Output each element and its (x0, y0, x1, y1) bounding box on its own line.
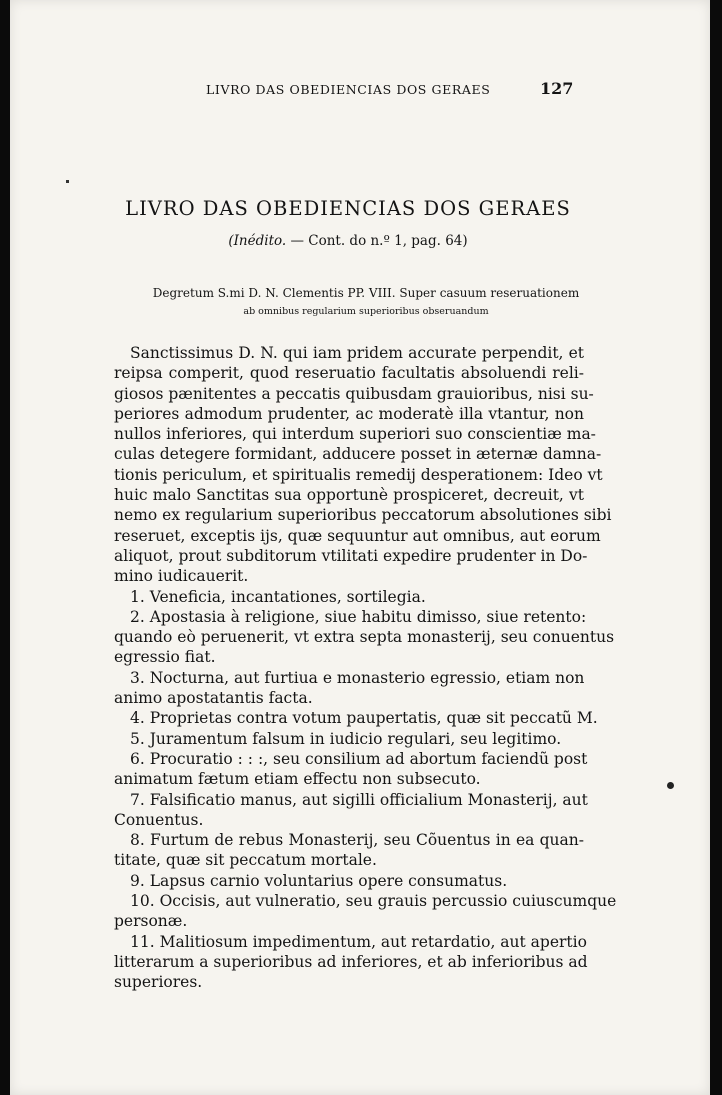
text-line: culas detegere formidant, adducere posset in æternæ damna- (114, 445, 602, 464)
subtitle-reference: — Cont. do n.º 1, pag. 64) (286, 233, 468, 249)
list-item: 9. Lapsus carnio voluntarius opere consumatus. (130, 871, 508, 890)
list-item: 1. Veneficia, incantationes, sortilegia. (130, 587, 426, 606)
list-item: 11. Malitiosum impedimentum, aut retardatio, aut apertio (130, 932, 587, 951)
page-number: 127 (540, 79, 574, 98)
text-line: giosos pænitentes a peccatis quibusdam grauioribus, nisi su- (114, 384, 594, 403)
text-line: litterarum a superioribus ad inferiores, et ab inferioribus ad (114, 952, 588, 971)
text-line: periores admodum prudenter, ac moderatè illa vtantur, non (114, 404, 584, 423)
decree-heading-line-1: Degretum S.mi D. N. Clementis PP. VIII. Super casuum reseruationem (152, 286, 580, 300)
list-item: 4. Proprietas contra votum paupertatis, quæ sit peccatũ M. (130, 709, 598, 728)
list-item: 2. Apostasia à religione, siue habitu dimisso, siue retento: (130, 607, 587, 626)
text-line: egressio fiat. (114, 648, 216, 667)
section-title: LIVRO DAS OBEDIENCIAS DOS GERAES (125, 197, 571, 220)
margin-ink-dot (667, 782, 674, 789)
text-line: reipsa comperit, quod reseruatio facultatis absoluendi reli- (114, 364, 584, 383)
text-line: huic malo Sanctitas sua opportunè prospiceret, decreuit, vt (114, 486, 584, 505)
text-line: quando eò peruenerit, vt extra septa monasterij, seu conuentus (114, 628, 615, 647)
text-line: personæ. (114, 912, 188, 931)
list-item: 7. Falsificatio manus, aut sigilli officialium Monasterij, aut (130, 790, 588, 809)
text-line: superiores. (114, 973, 203, 992)
text-line: mino iudicauerit. (114, 567, 249, 586)
list-item: 10. Occisis, aut vulneratio, seu grauis percussio cuiuscumque (130, 892, 617, 911)
scanned-page (10, 0, 710, 1095)
text-line: titate, quæ sit peccatum mortale. (114, 851, 377, 870)
text-line: Conuentus. (114, 810, 204, 829)
text-line: nullos inferiores, qui interdum superiori suo conscientiæ ma- (114, 425, 596, 444)
subtitle-italic: (Inédito. (228, 233, 287, 249)
text-line: nemo ex regularium superioribus peccatorum absolutiones sibi (114, 506, 612, 525)
text-line: animatum fætum etiam effectu non subsecuto. (114, 770, 481, 789)
text-line: aliquot, prout subditorum vtilitati expedire prudenter in Do- (114, 546, 588, 565)
text-line: reseruet, exceptis ijs, quæ sequuntur aut omnibus, aut eorum (114, 526, 601, 545)
list-item: 6. Procuratio : : :, seu consilium ad abortum faciendũ post (130, 749, 588, 768)
running-header: LIVRO DAS OBEDIENCIAS DOS GERAES (206, 82, 491, 97)
body-text (114, 343, 617, 993)
list-item: 5. Juramentum falsum in iudicio regulari, seu legitimo. (130, 729, 562, 748)
text-line: tionis periculum, et spiritualis remedij desperationem: Ideo vt (114, 465, 603, 484)
list-item: 3. Nocturna, aut furtiua e monasterio egressio, etiam non (130, 668, 585, 687)
text-line: Sanctissimus D. N. qui iam pridem accurate perpendit, et (130, 344, 584, 362)
text-line: animo apostatantis facta. (114, 689, 313, 708)
decree-heading-line-2: ab omnibus regularium superioribus obseruandum (243, 306, 489, 317)
section-subtitle (118, 233, 578, 249)
ink-speck (66, 180, 69, 183)
list-item: 8. Furtum de rebus Monasterij, seu Cõuentus in ea quan- (130, 831, 584, 850)
